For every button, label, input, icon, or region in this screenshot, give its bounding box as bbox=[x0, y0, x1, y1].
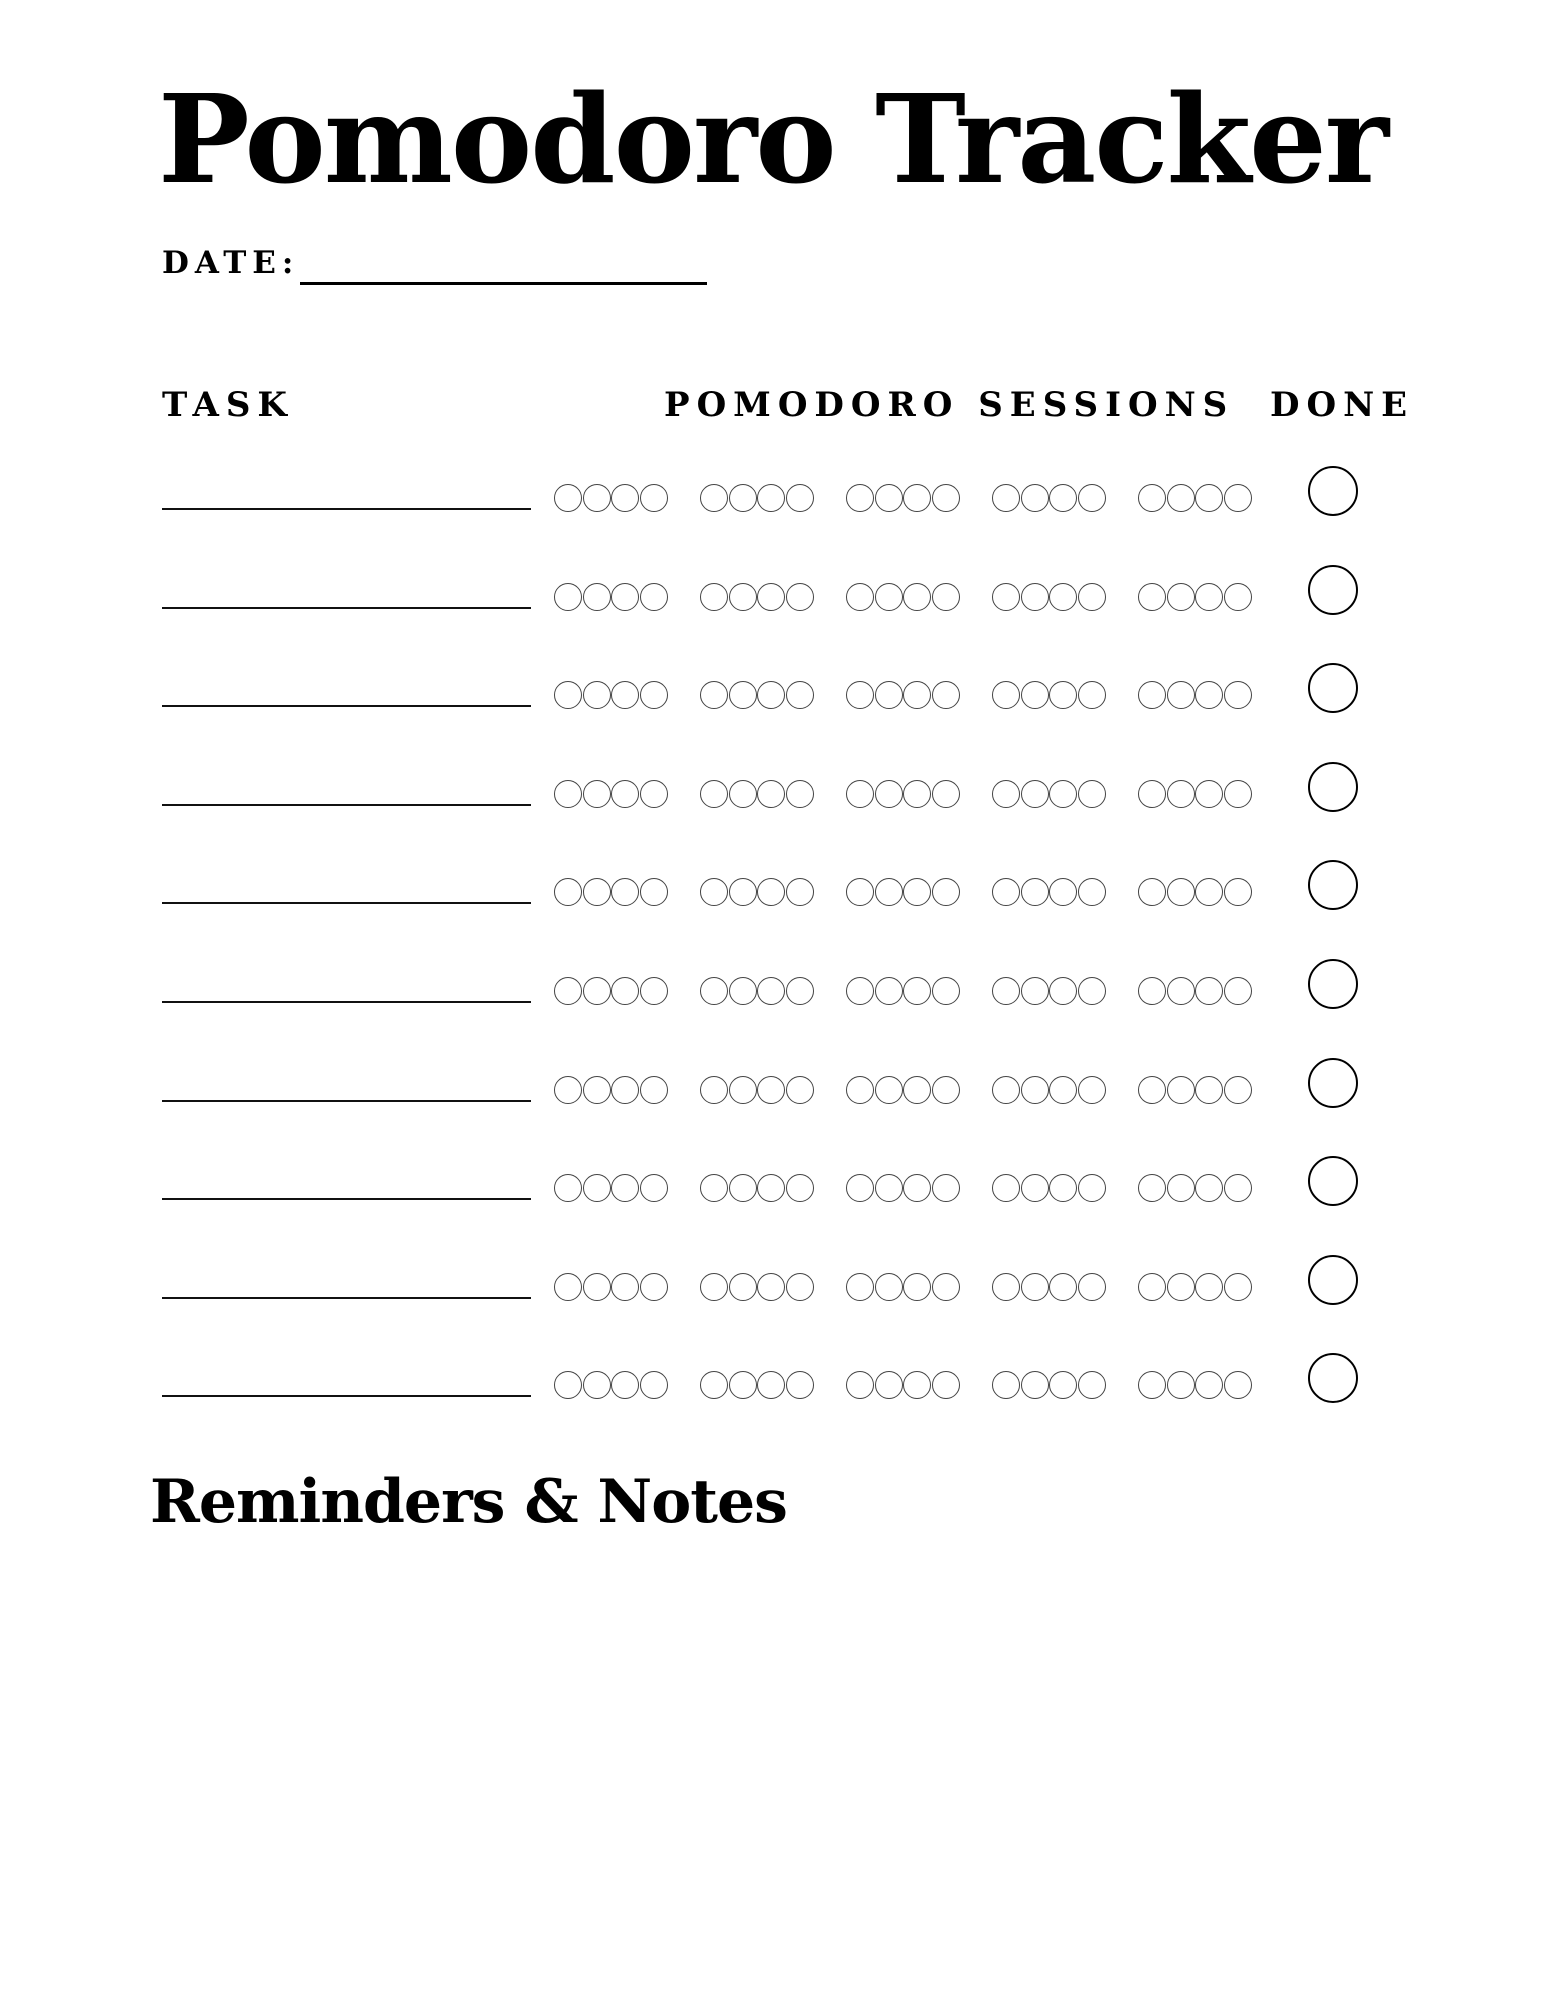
session-circle-icon[interactable] bbox=[1049, 780, 1077, 808]
done-circle-icon[interactable] bbox=[1308, 1353, 1358, 1403]
done-circle-icon[interactable] bbox=[1308, 1255, 1358, 1305]
session-circle-icon[interactable] bbox=[992, 1371, 1020, 1399]
session-circle-icon[interactable] bbox=[583, 977, 611, 1005]
session-circle-icon[interactable] bbox=[1021, 484, 1049, 512]
session-circle-icon[interactable] bbox=[554, 681, 582, 709]
session-circle-icon[interactable] bbox=[1078, 681, 1106, 709]
page-title: Pomodoro Tracker bbox=[157, 67, 1388, 211]
session-circle-icon[interactable] bbox=[1195, 681, 1223, 709]
session-circle-icon[interactable] bbox=[640, 484, 668, 512]
session-circle-icon[interactable] bbox=[757, 1076, 785, 1104]
session-circle-icon[interactable] bbox=[1224, 780, 1252, 808]
session-circle-icon[interactable] bbox=[1138, 1371, 1166, 1399]
session-circle-icon[interactable] bbox=[903, 484, 931, 512]
done-column-header: DONE bbox=[1270, 385, 1415, 425]
done-circle-icon[interactable] bbox=[1308, 565, 1358, 615]
session-circle-icon[interactable] bbox=[729, 1273, 757, 1301]
task-field[interactable] bbox=[162, 705, 531, 707]
session-circle-icon[interactable] bbox=[1138, 1076, 1166, 1104]
session-circle-icon[interactable] bbox=[611, 1371, 639, 1399]
session-circle-icon[interactable] bbox=[611, 780, 639, 808]
session-circle-icon[interactable] bbox=[846, 1371, 874, 1399]
session-circle-icon[interactable] bbox=[640, 583, 668, 611]
session-circle-icon[interactable] bbox=[1224, 681, 1252, 709]
table-row bbox=[0, 959, 1545, 1029]
task-field[interactable] bbox=[162, 804, 531, 806]
session-circle-icon[interactable] bbox=[1224, 1371, 1252, 1399]
session-circle-icon[interactable] bbox=[1049, 484, 1077, 512]
done-circle-icon[interactable] bbox=[1308, 959, 1358, 1009]
session-circle-icon[interactable] bbox=[1049, 681, 1077, 709]
session-circle-icon[interactable] bbox=[932, 1174, 960, 1202]
session-circle-icon[interactable] bbox=[1078, 780, 1106, 808]
session-circle-icon[interactable] bbox=[1021, 1076, 1049, 1104]
session-circle-icon[interactable] bbox=[757, 1273, 785, 1301]
task-field[interactable] bbox=[162, 1297, 531, 1299]
session-circle-icon[interactable] bbox=[1138, 583, 1166, 611]
done-circle-icon[interactable] bbox=[1308, 860, 1358, 910]
session-circle-icon[interactable] bbox=[757, 681, 785, 709]
session-circle-icon[interactable] bbox=[875, 780, 903, 808]
session-circle-icon[interactable] bbox=[1078, 878, 1106, 906]
session-circle-icon[interactable] bbox=[903, 1076, 931, 1104]
session-circle-icon[interactable] bbox=[1021, 1273, 1049, 1301]
session-circle-icon[interactable] bbox=[640, 1174, 668, 1202]
session-circle-icon[interactable] bbox=[611, 583, 639, 611]
session-circle-icon[interactable] bbox=[1195, 1273, 1223, 1301]
session-circle-icon[interactable] bbox=[1049, 1371, 1077, 1399]
session-circle-icon[interactable] bbox=[786, 1174, 814, 1202]
session-circle-icon[interactable] bbox=[700, 780, 728, 808]
session-circle-icon[interactable] bbox=[992, 878, 1020, 906]
session-circle-icon[interactable] bbox=[1078, 977, 1106, 1005]
table-row bbox=[0, 466, 1545, 536]
session-circle-icon[interactable] bbox=[1195, 1371, 1223, 1399]
session-circle-icon[interactable] bbox=[583, 1273, 611, 1301]
session-circle-icon[interactable] bbox=[700, 681, 728, 709]
session-circle-icon[interactable] bbox=[757, 780, 785, 808]
session-circle-icon[interactable] bbox=[1167, 878, 1195, 906]
notes-title: Reminders & Notes bbox=[150, 1467, 787, 1537]
session-circle-icon[interactable] bbox=[1138, 780, 1166, 808]
session-circle-icon[interactable] bbox=[903, 977, 931, 1005]
session-circle-icon[interactable] bbox=[786, 484, 814, 512]
session-circle-icon[interactable] bbox=[729, 878, 757, 906]
session-circle-icon[interactable] bbox=[554, 1174, 582, 1202]
session-circle-icon[interactable] bbox=[554, 1076, 582, 1104]
date-label: DATE: bbox=[162, 245, 300, 281]
session-circle-icon[interactable] bbox=[875, 1273, 903, 1301]
session-circle-icon[interactable] bbox=[700, 583, 728, 611]
session-circle-icon[interactable] bbox=[1138, 484, 1166, 512]
session-circle-icon[interactable] bbox=[846, 681, 874, 709]
task-field[interactable] bbox=[162, 1001, 531, 1003]
session-circle-icon[interactable] bbox=[554, 1273, 582, 1301]
session-circle-icon[interactable] bbox=[640, 977, 668, 1005]
session-circle-icon[interactable] bbox=[903, 583, 931, 611]
session-circle-icon[interactable] bbox=[1195, 583, 1223, 611]
session-circle-icon[interactable] bbox=[700, 484, 728, 512]
session-circle-icon[interactable] bbox=[1167, 583, 1195, 611]
session-circle-icon[interactable] bbox=[992, 583, 1020, 611]
session-circle-icon[interactable] bbox=[729, 780, 757, 808]
table-row bbox=[0, 762, 1545, 832]
session-circle-icon[interactable] bbox=[786, 1076, 814, 1104]
session-circle-icon[interactable] bbox=[729, 1174, 757, 1202]
session-circle-icon[interactable] bbox=[903, 1174, 931, 1202]
session-circle-icon[interactable] bbox=[700, 1273, 728, 1301]
session-circle-icon[interactable] bbox=[1021, 681, 1049, 709]
session-circle-icon[interactable] bbox=[1138, 681, 1166, 709]
session-circle-icon[interactable] bbox=[757, 1371, 785, 1399]
session-circle-icon[interactable] bbox=[1195, 878, 1223, 906]
session-circle-icon[interactable] bbox=[1078, 1273, 1106, 1301]
session-circle-icon[interactable] bbox=[903, 878, 931, 906]
session-circle-icon[interactable] bbox=[1167, 977, 1195, 1005]
session-circle-icon[interactable] bbox=[1049, 583, 1077, 611]
table-row bbox=[0, 1156, 1545, 1226]
notes-area[interactable] bbox=[150, 1560, 1395, 1960]
session-circle-icon[interactable] bbox=[1021, 780, 1049, 808]
session-circle-icon[interactable] bbox=[932, 1371, 960, 1399]
session-circle-icon[interactable] bbox=[932, 977, 960, 1005]
session-circle-icon[interactable] bbox=[729, 1371, 757, 1399]
session-circle-icon[interactable] bbox=[1167, 681, 1195, 709]
session-circle-icon[interactable] bbox=[583, 583, 611, 611]
session-circle-icon[interactable] bbox=[846, 1273, 874, 1301]
session-circle-icon[interactable] bbox=[700, 1174, 728, 1202]
session-circle-icon[interactable] bbox=[786, 1273, 814, 1301]
session-circle-icon[interactable] bbox=[757, 583, 785, 611]
session-circle-icon[interactable] bbox=[611, 681, 639, 709]
session-circle-icon[interactable] bbox=[640, 1076, 668, 1104]
session-circle-icon[interactable] bbox=[554, 977, 582, 1005]
session-circle-icon[interactable] bbox=[1078, 1076, 1106, 1104]
session-circle-icon[interactable] bbox=[932, 878, 960, 906]
session-circle-icon[interactable] bbox=[992, 1174, 1020, 1202]
session-circle-icon[interactable] bbox=[554, 878, 582, 906]
session-circle-icon[interactable] bbox=[700, 1371, 728, 1399]
session-circle-icon[interactable] bbox=[932, 681, 960, 709]
session-circle-icon[interactable] bbox=[611, 977, 639, 1005]
task-field[interactable] bbox=[162, 902, 531, 904]
session-circle-icon[interactable] bbox=[992, 780, 1020, 808]
session-circle-icon[interactable] bbox=[583, 878, 611, 906]
session-circle-icon[interactable] bbox=[611, 1174, 639, 1202]
done-circle-icon[interactable] bbox=[1308, 466, 1358, 516]
session-circle-icon[interactable] bbox=[992, 681, 1020, 709]
session-circle-icon[interactable] bbox=[640, 878, 668, 906]
session-circle-icon[interactable] bbox=[932, 583, 960, 611]
session-circle-icon[interactable] bbox=[1224, 484, 1252, 512]
session-circle-icon[interactable] bbox=[932, 1076, 960, 1104]
done-circle-icon[interactable] bbox=[1308, 762, 1358, 812]
session-circle-icon[interactable] bbox=[1195, 1174, 1223, 1202]
session-circle-icon[interactable] bbox=[846, 583, 874, 611]
task-field[interactable] bbox=[162, 1198, 531, 1200]
table-row bbox=[0, 1058, 1545, 1128]
session-circle-icon[interactable] bbox=[786, 878, 814, 906]
session-circle-icon[interactable] bbox=[700, 878, 728, 906]
session-circle-icon[interactable] bbox=[583, 681, 611, 709]
task-column-header: TASK bbox=[162, 385, 294, 425]
session-circle-icon[interactable] bbox=[846, 1076, 874, 1104]
session-circle-icon[interactable] bbox=[1049, 1076, 1077, 1104]
task-field[interactable] bbox=[162, 1100, 531, 1102]
session-circle-icon[interactable] bbox=[583, 1076, 611, 1104]
done-circle-icon[interactable] bbox=[1308, 1156, 1358, 1206]
session-circle-icon[interactable] bbox=[1224, 583, 1252, 611]
session-circle-icon[interactable] bbox=[757, 484, 785, 512]
session-circle-icon[interactable] bbox=[1224, 878, 1252, 906]
session-circle-icon[interactable] bbox=[875, 878, 903, 906]
session-circle-icon[interactable] bbox=[583, 1174, 611, 1202]
session-circle-icon[interactable] bbox=[992, 484, 1020, 512]
session-circle-icon[interactable] bbox=[1195, 977, 1223, 1005]
session-circle-icon[interactable] bbox=[1049, 977, 1077, 1005]
session-circle-icon[interactable] bbox=[583, 484, 611, 512]
session-circle-icon[interactable] bbox=[1167, 1371, 1195, 1399]
session-circle-icon[interactable] bbox=[875, 484, 903, 512]
session-circle-icon[interactable] bbox=[583, 1371, 611, 1399]
session-circle-icon[interactable] bbox=[640, 1371, 668, 1399]
session-circle-icon[interactable] bbox=[1078, 484, 1106, 512]
session-circle-icon[interactable] bbox=[846, 484, 874, 512]
session-circle-icon[interactable] bbox=[1021, 878, 1049, 906]
session-circle-icon[interactable] bbox=[903, 1371, 931, 1399]
session-circle-icon[interactable] bbox=[1167, 484, 1195, 512]
session-circle-icon[interactable] bbox=[1049, 1174, 1077, 1202]
session-circle-icon[interactable] bbox=[554, 583, 582, 611]
task-field[interactable] bbox=[162, 1395, 531, 1397]
task-field[interactable] bbox=[162, 508, 531, 510]
session-circle-icon[interactable] bbox=[846, 878, 874, 906]
session-circle-icon[interactable] bbox=[992, 977, 1020, 1005]
session-circle-icon[interactable] bbox=[875, 1371, 903, 1399]
done-circle-icon[interactable] bbox=[1308, 1058, 1358, 1108]
session-circle-icon[interactable] bbox=[1138, 1273, 1166, 1301]
session-circle-icon[interactable] bbox=[992, 1076, 1020, 1104]
session-circle-icon[interactable] bbox=[786, 583, 814, 611]
task-field[interactable] bbox=[162, 607, 531, 609]
session-circle-icon[interactable] bbox=[757, 1174, 785, 1202]
session-circle-icon[interactable] bbox=[1167, 1174, 1195, 1202]
session-circle-icon[interactable] bbox=[1138, 878, 1166, 906]
session-circle-icon[interactable] bbox=[1195, 1076, 1223, 1104]
session-circle-icon[interactable] bbox=[611, 1273, 639, 1301]
session-circle-icon[interactable] bbox=[1138, 977, 1166, 1005]
session-circle-icon[interactable] bbox=[1167, 1076, 1195, 1104]
session-circle-icon[interactable] bbox=[1078, 1174, 1106, 1202]
session-circle-icon[interactable] bbox=[611, 1076, 639, 1104]
session-circle-icon[interactable] bbox=[700, 977, 728, 1005]
session-circle-icon[interactable] bbox=[932, 1273, 960, 1301]
session-circle-icon[interactable] bbox=[640, 1273, 668, 1301]
session-circle-icon[interactable] bbox=[640, 780, 668, 808]
session-circle-icon[interactable] bbox=[786, 780, 814, 808]
session-circle-icon[interactable] bbox=[932, 780, 960, 808]
session-circle-icon[interactable] bbox=[786, 1371, 814, 1399]
table-row bbox=[0, 1353, 1545, 1423]
session-circle-icon[interactable] bbox=[992, 1273, 1020, 1301]
session-circle-icon[interactable] bbox=[729, 977, 757, 1005]
session-circle-icon[interactable] bbox=[729, 1076, 757, 1104]
table-row bbox=[0, 1255, 1545, 1325]
session-circle-icon[interactable] bbox=[700, 1076, 728, 1104]
session-circle-icon[interactable] bbox=[611, 878, 639, 906]
session-circle-icon[interactable] bbox=[1021, 583, 1049, 611]
session-circle-icon[interactable] bbox=[1224, 1174, 1252, 1202]
session-circle-icon[interactable] bbox=[786, 977, 814, 1005]
session-circle-icon[interactable] bbox=[1224, 1076, 1252, 1104]
session-circle-icon[interactable] bbox=[1167, 1273, 1195, 1301]
session-circle-icon[interactable] bbox=[757, 977, 785, 1005]
session-circle-icon[interactable] bbox=[1078, 1371, 1106, 1399]
session-circle-icon[interactable] bbox=[903, 681, 931, 709]
session-circle-icon[interactable] bbox=[903, 780, 931, 808]
session-circle-icon[interactable] bbox=[1138, 1174, 1166, 1202]
session-circle-icon[interactable] bbox=[875, 681, 903, 709]
session-circle-icon[interactable] bbox=[1195, 780, 1223, 808]
session-circle-icon[interactable] bbox=[875, 583, 903, 611]
session-circle-icon[interactable] bbox=[583, 780, 611, 808]
done-circle-icon[interactable] bbox=[1308, 663, 1358, 713]
session-circle-icon[interactable] bbox=[1049, 878, 1077, 906]
session-circle-icon[interactable] bbox=[875, 977, 903, 1005]
session-circle-icon[interactable] bbox=[554, 484, 582, 512]
session-circle-icon[interactable] bbox=[1078, 583, 1106, 611]
session-circle-icon[interactable] bbox=[757, 878, 785, 906]
session-circle-icon[interactable] bbox=[1167, 780, 1195, 808]
session-circle-icon[interactable] bbox=[729, 583, 757, 611]
session-circle-icon[interactable] bbox=[554, 1371, 582, 1399]
session-circle-icon[interactable] bbox=[1195, 484, 1223, 512]
session-circle-icon[interactable] bbox=[846, 780, 874, 808]
session-circle-icon[interactable] bbox=[1224, 1273, 1252, 1301]
table-row bbox=[0, 860, 1545, 930]
session-circle-icon[interactable] bbox=[1021, 1174, 1049, 1202]
session-circle-icon[interactable] bbox=[875, 1174, 903, 1202]
session-circle-icon[interactable] bbox=[729, 484, 757, 512]
session-circle-icon[interactable] bbox=[846, 1174, 874, 1202]
session-circle-icon[interactable] bbox=[846, 977, 874, 1005]
session-circle-icon[interactable] bbox=[1021, 1371, 1049, 1399]
session-circle-icon[interactable] bbox=[786, 681, 814, 709]
table-row bbox=[0, 565, 1545, 635]
session-circle-icon[interactable] bbox=[932, 484, 960, 512]
session-circle-icon[interactable] bbox=[640, 681, 668, 709]
session-circle-icon[interactable] bbox=[875, 1076, 903, 1104]
session-circle-icon[interactable] bbox=[611, 484, 639, 512]
session-circle-icon[interactable] bbox=[1021, 977, 1049, 1005]
session-circle-icon[interactable] bbox=[903, 1273, 931, 1301]
session-circle-icon[interactable] bbox=[1224, 977, 1252, 1005]
sessions-column-header: POMODORO SESSIONS bbox=[664, 385, 1235, 425]
table-row bbox=[0, 663, 1545, 733]
session-circle-icon[interactable] bbox=[729, 681, 757, 709]
session-circle-icon[interactable] bbox=[554, 780, 582, 808]
session-circle-icon[interactable] bbox=[1049, 1273, 1077, 1301]
